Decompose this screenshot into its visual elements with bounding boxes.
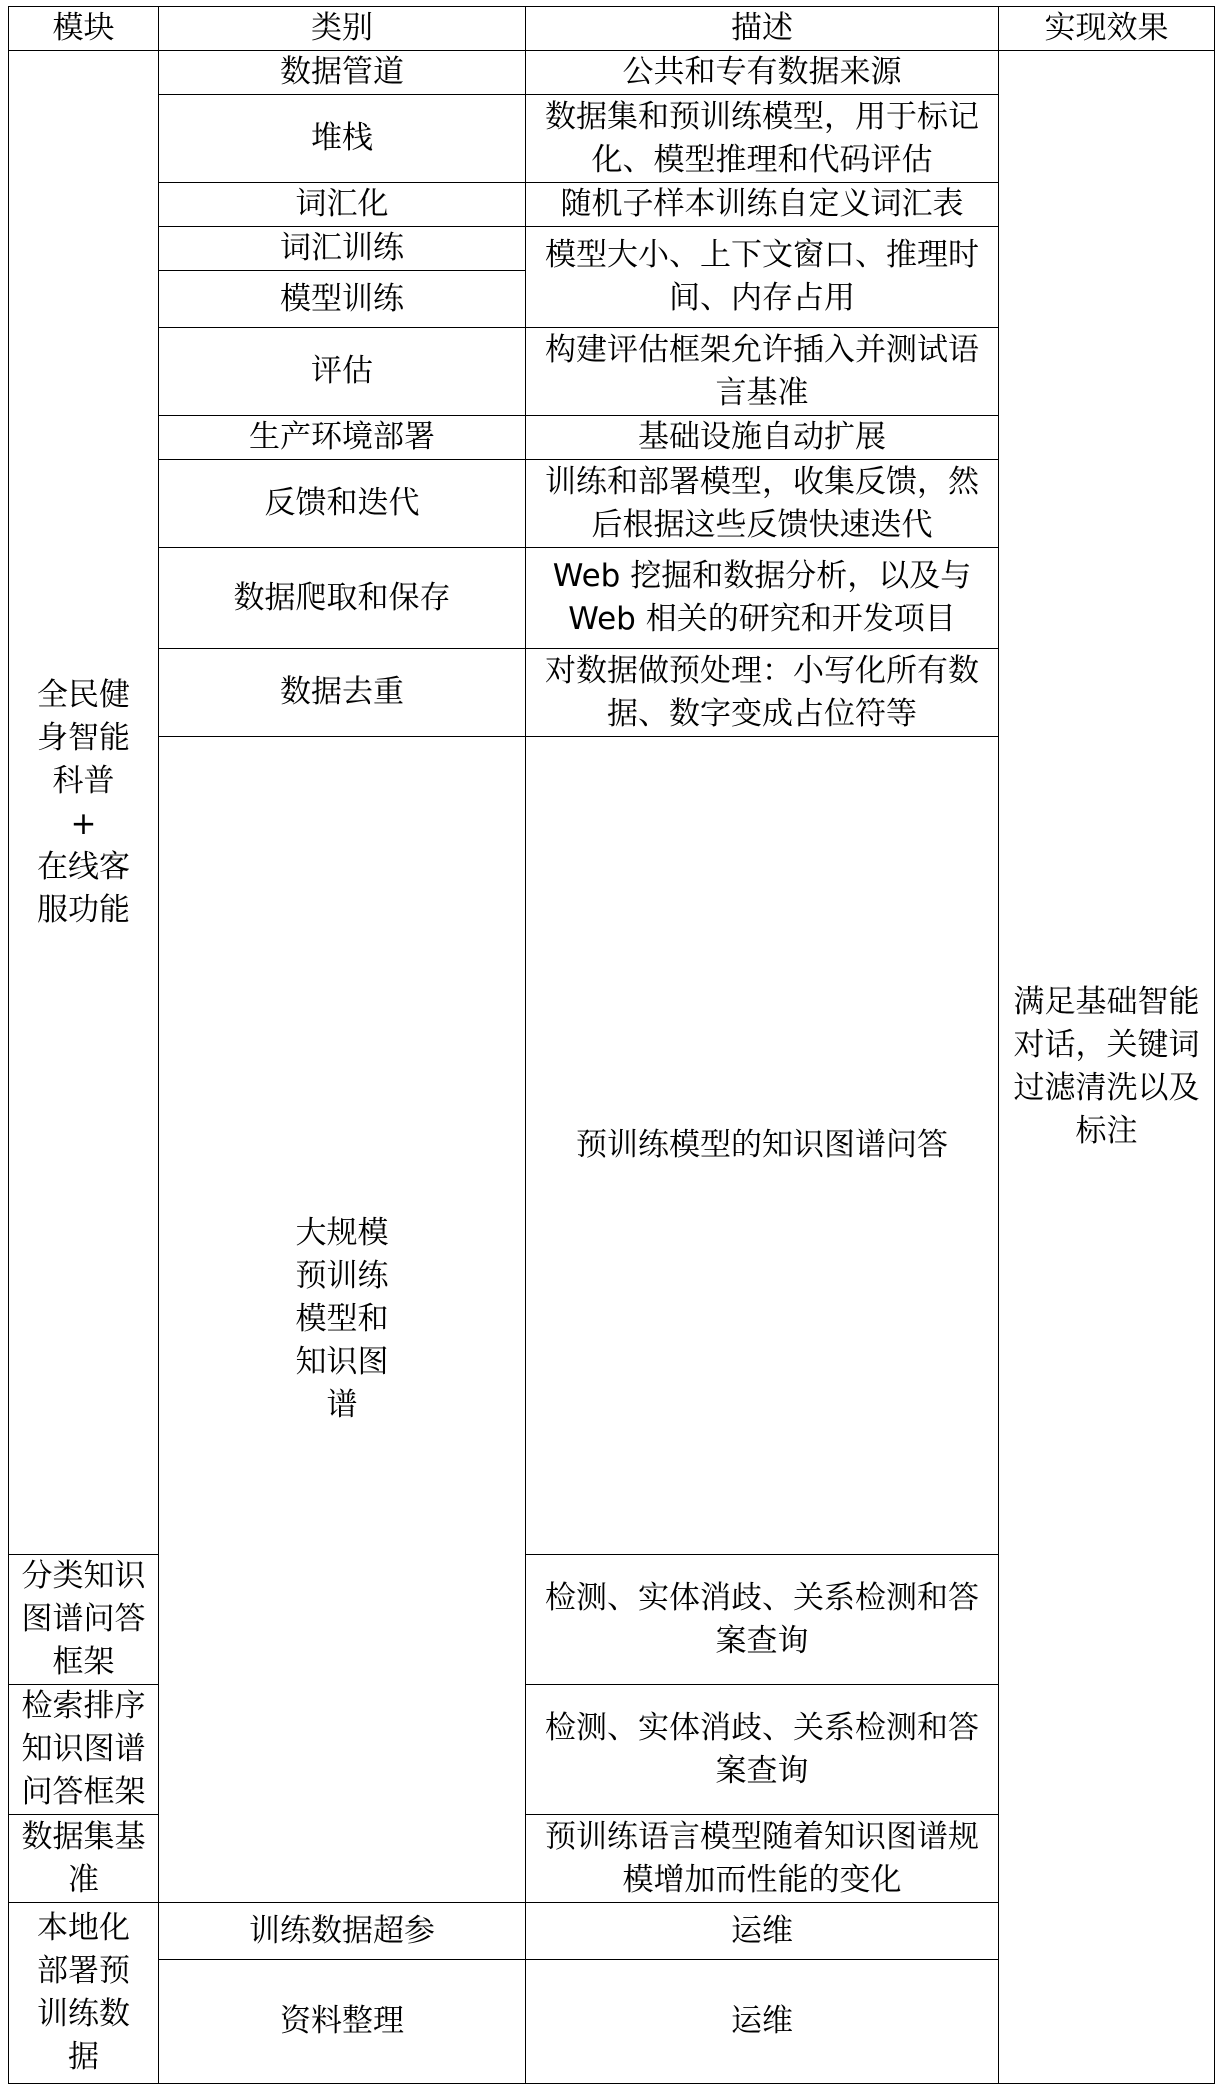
description-cell: 检测、实体消歧、关系检测和答案查询 bbox=[526, 1555, 999, 1685]
category-cell: 模型训练 bbox=[159, 271, 526, 328]
description-cell: 随机子样本训练自定义词汇表 bbox=[526, 183, 999, 227]
module-line: 模型和 bbox=[295, 1301, 389, 1337]
module-line: 大规模 bbox=[295, 1215, 389, 1251]
module-line: 本地化 bbox=[37, 1910, 130, 1946]
description-cell: 基础设施自动扩展 bbox=[526, 416, 999, 460]
module-line: 身智能 bbox=[37, 719, 130, 756]
description-cell: 构建评估框架允许插入并测试语言基准 bbox=[526, 328, 999, 416]
category-cell: 词汇化 bbox=[159, 183, 526, 227]
category-cell: 检索排序知识图谱问答框架 bbox=[9, 1685, 159, 1815]
description-cell: 运维 bbox=[526, 1903, 999, 1960]
category-cell: 训练数据超参 bbox=[159, 1903, 526, 1960]
category-cell: 生产环境部署 bbox=[159, 416, 526, 460]
category-cell: 评估 bbox=[159, 328, 526, 416]
description-cell: 公共和专有数据来源 bbox=[526, 51, 999, 95]
module-cell bbox=[9, 51, 159, 1555]
category-cell: 数据集基准 bbox=[9, 1815, 159, 1903]
header-effect: 实现效果 bbox=[999, 7, 1215, 51]
description-cell: 预训练语言模型随着知识图谱规模增加而性能的变化 bbox=[526, 1815, 999, 1903]
category-cell: 预训练模型的知识图谱问答 bbox=[526, 737, 999, 1555]
module-line: 谱 bbox=[326, 1387, 358, 1423]
header-row bbox=[9, 7, 1215, 51]
module-line: + bbox=[70, 805, 97, 842]
module-line: 全民健 bbox=[37, 676, 130, 713]
category-cell: 数据去重 bbox=[159, 649, 526, 737]
module-cell bbox=[9, 1903, 159, 2084]
category-cell: 数据爬取和保存 bbox=[159, 548, 526, 649]
description-cell: 检测、实体消歧、关系检测和答案查询 bbox=[526, 1685, 999, 1815]
module-line: 训练数 bbox=[37, 1996, 130, 2032]
module-cell bbox=[159, 737, 526, 1903]
category-cell: 资料整理 bbox=[159, 1960, 526, 2084]
category-cell: 词汇训练 bbox=[159, 227, 526, 271]
category-cell: 数据管道 bbox=[159, 51, 526, 95]
category-cell: 堆栈 bbox=[159, 95, 526, 183]
table-row bbox=[9, 51, 1215, 95]
module-line: 预训练 bbox=[295, 1258, 389, 1294]
module-line: 据 bbox=[68, 2039, 99, 2075]
header-category: 类别 bbox=[159, 7, 526, 51]
category-cell: 分类知识图谱问答框架 bbox=[9, 1555, 159, 1685]
header-description: 描述 bbox=[526, 7, 999, 51]
module-line: 知识图 bbox=[295, 1344, 389, 1380]
module-line: 部署预 bbox=[37, 1953, 130, 1989]
description-cell: Web 挖掘和数据分析，以及与 Web 相关的研究和开发项目 bbox=[526, 548, 999, 649]
category-cell: 反馈和迭代 bbox=[159, 460, 526, 548]
module-line: 科普 bbox=[52, 762, 115, 799]
description-cell: 对数据做预处理：小写化所有数据、数字变成占位符等 bbox=[526, 649, 999, 737]
description-cell: 运维 bbox=[526, 1960, 999, 2084]
description-cell: 模型大小、上下文窗口、推理时间、内存占用 bbox=[526, 227, 999, 328]
module-line: 在线客 bbox=[37, 848, 130, 885]
header-module: 模块 bbox=[9, 7, 159, 51]
description-cell: 训练和部署模型，收集反馈，然后根据这些反馈快速迭代 bbox=[526, 460, 999, 548]
effect-cell: 满足基础智能对话，关键词过滤清洗以及标注 bbox=[999, 51, 1215, 2084]
description-cell: 数据集和预训练模型，用于标记化、模型推理和代码评估 bbox=[526, 95, 999, 183]
module-table bbox=[8, 6, 1215, 2084]
module-line: 服功能 bbox=[37, 891, 130, 928]
